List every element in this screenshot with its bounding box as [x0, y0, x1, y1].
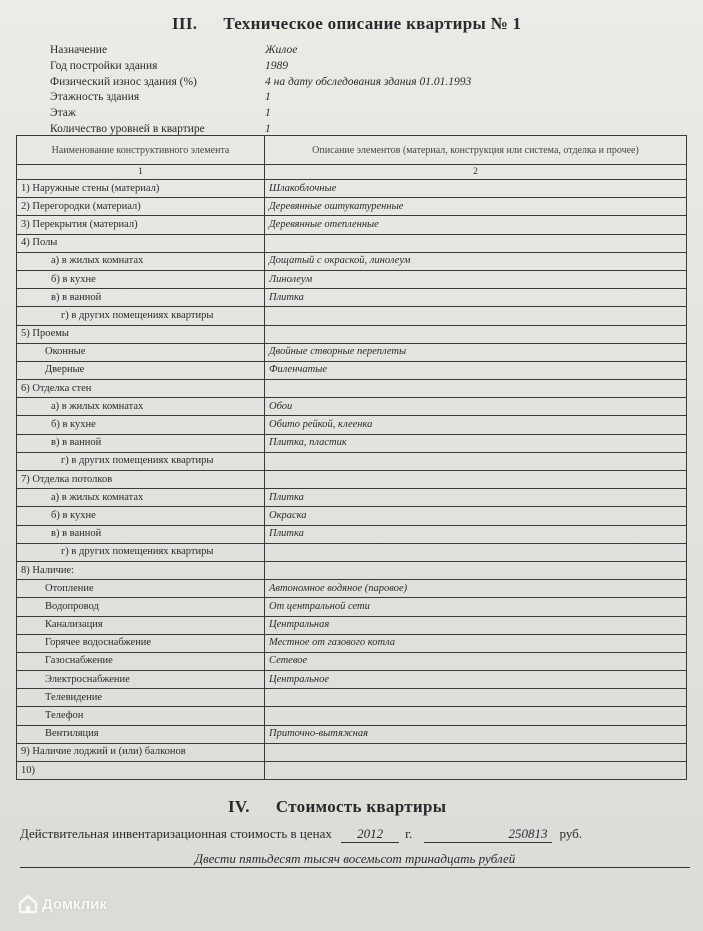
watermark-text: Домклик: [42, 895, 107, 913]
column-header-description: Описание элементов (материал, конструкция или система, отделка и прочее): [265, 136, 687, 165]
table-row: [17, 307, 687, 325]
row-value: [265, 561, 687, 579]
column-header-element: Наименование конструктивного элемента: [17, 136, 265, 165]
row-name: в) в ванной: [17, 525, 265, 543]
row-name: а) в жилых комнатах: [17, 252, 265, 270]
cost-in-words: Двести пятьдесят тысяч восемьсот тринадцать рублей: [20, 850, 690, 868]
table-row: [17, 616, 687, 634]
row-value: [265, 307, 687, 325]
row-value: [265, 743, 687, 761]
table-row: [17, 489, 687, 507]
row-name: в) в ванной: [17, 289, 265, 307]
table-row: [17, 471, 687, 489]
meta-value: 4 на дату обследования здания 01.01.1993: [265, 75, 472, 88]
cost-currency: руб.: [559, 826, 583, 841]
table-row: [17, 743, 687, 761]
section-3-title-text: Техническое описание квартиры № 1: [223, 14, 522, 33]
row-value: [265, 380, 687, 398]
row-value: Дощатый с окраской, линолеум: [265, 252, 687, 270]
column-number: 2: [265, 165, 687, 180]
meta-value: 1: [265, 91, 271, 104]
elements-table: [16, 135, 687, 780]
table-row: [17, 289, 687, 307]
row-value: [265, 543, 687, 561]
section-3-title: [172, 14, 521, 34]
row-value: [265, 234, 687, 252]
row-name: б) в кухне: [17, 416, 265, 434]
table-row: [17, 525, 687, 543]
table-row: [17, 543, 687, 561]
row-value: Плитка: [265, 525, 687, 543]
row-value: Местное от газового котла: [265, 634, 687, 652]
section-4-title: [228, 797, 446, 817]
table-row: [17, 598, 687, 616]
row-value: Филенчатые: [265, 361, 687, 379]
row-value: Линолеум: [265, 270, 687, 288]
meta-value: Жилое: [265, 44, 298, 56]
table-row: [17, 198, 687, 216]
row-value: От центральной сети: [265, 598, 687, 616]
table-row: [17, 452, 687, 470]
cost-prefix: Действительная инвентаризационная стоимость в ценах: [20, 826, 332, 841]
row-name: Газоснабжение: [17, 652, 265, 670]
cost-year: 2012: [341, 826, 399, 843]
cost-year-suffix: г.: [405, 826, 413, 841]
table-row: [17, 507, 687, 525]
row-value: Приточно-вытяжная: [265, 725, 687, 743]
column-number-row: [17, 165, 687, 180]
row-value: Плитка: [265, 489, 687, 507]
row-value: Сетевое: [265, 652, 687, 670]
table-row: [17, 325, 687, 343]
row-value: Обои: [265, 398, 687, 416]
row-name: 4) Полы: [17, 234, 265, 252]
row-name: Электроснабжение: [17, 671, 265, 689]
table-row: [17, 270, 687, 288]
row-name: 2) Перегородки (материал): [17, 198, 265, 216]
column-number: 1: [17, 165, 265, 180]
row-name: Вентиляция: [17, 725, 265, 743]
row-value: [265, 689, 687, 707]
meta-value: 1: [265, 122, 271, 135]
row-name: Телевидение: [17, 689, 265, 707]
meta-label: Этаж: [50, 107, 76, 120]
table-row: [17, 234, 687, 252]
row-value: Окраска: [265, 507, 687, 525]
row-name: Водопровод: [17, 598, 265, 616]
row-name: 9) Наличие лоджий и (или) балконов: [17, 743, 265, 761]
row-name: 1) Наружные стены (материал): [17, 180, 265, 198]
table-header-row: [17, 136, 687, 165]
table-row: [17, 398, 687, 416]
row-value: Автономное водяное (паровое): [265, 580, 687, 598]
row-name: г) в других помещениях квартиры: [17, 307, 265, 325]
row-value: [265, 452, 687, 470]
row-value: Двойные створные переплеты: [265, 343, 687, 361]
table-row: [17, 380, 687, 398]
row-name: в) в ванной: [17, 434, 265, 452]
meta-label: Количество уровней в квартире: [50, 122, 205, 135]
row-value: [265, 762, 687, 780]
meta-label: Физический износ здания (%): [50, 75, 197, 88]
domclick-watermark: [18, 894, 107, 914]
section-3-number: III.: [172, 14, 198, 33]
row-value: Деревянные отепленные: [265, 216, 687, 234]
cost-amount: 250813: [424, 826, 552, 843]
row-name: а) в жилых комнатах: [17, 489, 265, 507]
row-value: [265, 471, 687, 489]
row-name: 5) Проемы: [17, 325, 265, 343]
table-row: [17, 634, 687, 652]
table-row: [17, 361, 687, 379]
row-name: Оконные: [17, 343, 265, 361]
table-row: [17, 180, 687, 198]
meta-label: Этажность здания: [50, 91, 140, 104]
table-row: [17, 416, 687, 434]
row-name: а) в жилых комнатах: [17, 398, 265, 416]
row-name: г) в других помещениях квартиры: [17, 452, 265, 470]
meta-value: 1989: [265, 59, 288, 72]
table-row: [17, 762, 687, 780]
table-row: [17, 252, 687, 270]
table-row: [17, 689, 687, 707]
row-value: Деревянные оштукатуренные: [265, 198, 687, 216]
meta-value: 1: [265, 107, 271, 120]
row-value: [265, 325, 687, 343]
row-value: Плитка, пластик: [265, 434, 687, 452]
row-name: 7) Отделка потолков: [17, 471, 265, 489]
table-row: [17, 580, 687, 598]
row-name: 6) Отделка стен: [17, 380, 265, 398]
table-row: [17, 725, 687, 743]
row-name: б) в кухне: [17, 270, 265, 288]
row-name: 8) Наличие:: [17, 561, 265, 579]
row-name: 3) Перекрытия (материал): [17, 216, 265, 234]
table-row: [17, 671, 687, 689]
table-row: [17, 216, 687, 234]
meta-label: Год постройки здания: [50, 59, 158, 72]
row-name: Дверные: [17, 361, 265, 379]
row-value: [265, 707, 687, 725]
inventory-cost-line: [20, 826, 582, 843]
section-4-number: IV.: [228, 797, 250, 816]
row-name: Горячее водоснабжение: [17, 634, 265, 652]
section-4-title-text: Стоимость квартиры: [275, 797, 447, 816]
row-name: Канализация: [17, 616, 265, 634]
table-row: [17, 707, 687, 725]
row-value: Центральное: [265, 671, 687, 689]
row-value: Шлакоблочные: [265, 180, 687, 198]
table-row: [17, 434, 687, 452]
row-name: Телефон: [17, 707, 265, 725]
table-row: [17, 561, 687, 579]
row-value: Центральная: [265, 616, 687, 634]
domclick-logo-icon: [18, 894, 38, 914]
row-name: Отопление: [17, 580, 265, 598]
table-row: [17, 652, 687, 670]
table-row: [17, 343, 687, 361]
meta-label: Назначение: [50, 44, 108, 56]
row-name: б) в кухне: [17, 507, 265, 525]
row-value: Плитка: [265, 289, 687, 307]
row-name: 10): [17, 762, 265, 780]
row-value: Обито рейкой, клеенка: [265, 416, 687, 434]
row-name: г) в других помещениях квартиры: [17, 543, 265, 561]
